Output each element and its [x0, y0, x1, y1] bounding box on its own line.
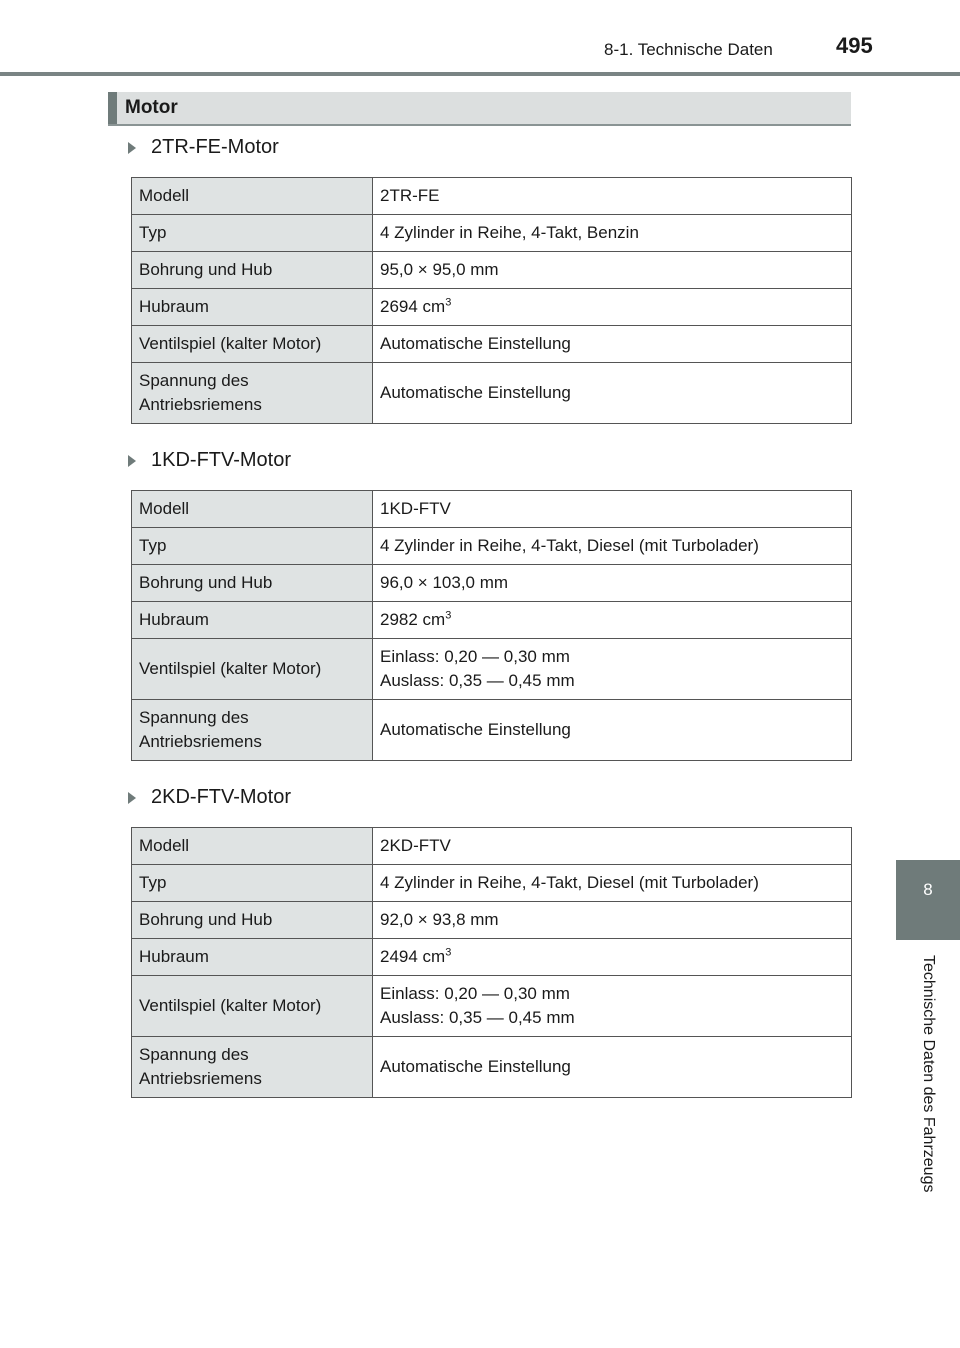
row-label: Ventilspiel (kalter Motor): [132, 639, 373, 700]
row-label: Bohrung und Hub: [132, 252, 373, 289]
unit-exponent: 3: [445, 609, 452, 622]
table-row: [132, 363, 852, 424]
row-value: 4 Zylinder in Reihe, 4-Takt, Diesel (mit Turbolader): [373, 528, 852, 565]
row-label: Typ: [132, 215, 373, 252]
page-number: 495: [836, 33, 873, 58]
table-row: [132, 976, 852, 1037]
row-value: 2TR-FE: [373, 178, 852, 215]
header-rule: [0, 72, 960, 76]
label-line: Antriebsriemens: [139, 732, 262, 751]
engine-heading-label: 1KD-FTV-Motor: [151, 449, 292, 471]
label-line: Spannung des: [139, 1045, 249, 1064]
row-value: 95,0 × 95,0 mm: [373, 252, 852, 289]
table-row: [132, 289, 852, 326]
row-value: 4 Zylinder in Reihe, 4-Takt, Diesel (mit Turbolader): [373, 865, 852, 902]
value-line: Auslass: 0,35 — 0,45 mm: [380, 671, 575, 690]
engine-heading-label: 2TR-FE-Motor: [151, 136, 279, 158]
engine-heading-label: 2KD-FTV-Motor: [151, 786, 292, 808]
table-row: [132, 602, 852, 639]
spec-table-2tr: [131, 177, 852, 424]
row-label: [132, 1037, 373, 1098]
table-row: [132, 865, 852, 902]
label-line: Spannung des: [139, 371, 249, 390]
spec-table-2kd: [131, 827, 852, 1098]
spec-table-1kd: [131, 490, 852, 761]
value-line: Einlass: 0,20 — 0,30 mm: [380, 984, 570, 1003]
row-value: [373, 289, 852, 326]
displacement-value: 2494 cm: [380, 947, 446, 966]
label-line: Antriebsriemens: [139, 395, 262, 414]
displacement-value: 2694 cm: [380, 297, 446, 316]
row-label: [132, 363, 373, 424]
chapter-number: 8: [923, 880, 933, 899]
arrow-right-icon: [128, 455, 136, 467]
row-value: [373, 976, 852, 1037]
row-label: Bohrung und Hub: [132, 565, 373, 602]
row-value: 92,0 × 93,8 mm: [373, 902, 852, 939]
header-section-title: 8-1. Technische Daten: [604, 40, 773, 59]
section-title: Motor: [125, 97, 178, 118]
engine-heading-1kd: [128, 449, 291, 472]
unit-exponent: 3: [445, 946, 452, 959]
table-row: [132, 178, 852, 215]
row-label: Hubraum: [132, 939, 373, 976]
row-label: Hubraum: [132, 602, 373, 639]
row-label: Modell: [132, 828, 373, 865]
chapter-tab: [896, 860, 960, 940]
table-row: [132, 252, 852, 289]
row-value: Automatische Einstellung: [373, 1037, 852, 1098]
table-row: [132, 939, 852, 976]
row-label: [132, 700, 373, 761]
row-label: Typ: [132, 865, 373, 902]
arrow-right-icon: [128, 792, 136, 804]
row-value: Automatische Einstellung: [373, 326, 852, 363]
row-label: Hubraum: [132, 289, 373, 326]
row-value: 2KD-FTV: [373, 828, 852, 865]
table-row: [132, 828, 852, 865]
row-label: Bohrung und Hub: [132, 902, 373, 939]
table-row: [132, 700, 852, 761]
table-row: [132, 565, 852, 602]
row-label: Ventilspiel (kalter Motor): [132, 976, 373, 1037]
unit-exponent: 3: [445, 296, 452, 309]
row-value: 1KD-FTV: [373, 491, 852, 528]
table-row: [132, 902, 852, 939]
row-value: 96,0 × 103,0 mm: [373, 565, 852, 602]
row-value: [373, 602, 852, 639]
row-label: Modell: [132, 178, 373, 215]
table-row: [132, 326, 852, 363]
table-row: [132, 639, 852, 700]
engine-heading-2tr: [128, 136, 279, 159]
label-line: Spannung des: [139, 708, 249, 727]
arrow-right-icon: [128, 142, 136, 154]
row-label: Typ: [132, 528, 373, 565]
row-value: [373, 939, 852, 976]
label-line: Antriebsriemens: [139, 1069, 262, 1088]
row-value: 4 Zylinder in Reihe, 4-Takt, Benzin: [373, 215, 852, 252]
value-line: Einlass: 0,20 — 0,30 mm: [380, 647, 570, 666]
engine-heading-2kd: [128, 786, 291, 809]
value-line: Auslass: 0,35 — 0,45 mm: [380, 1008, 575, 1027]
table-row: [132, 528, 852, 565]
row-label: Modell: [132, 491, 373, 528]
section-bar: [108, 92, 851, 126]
row-value: Automatische Einstellung: [373, 363, 852, 424]
table-row: [132, 215, 852, 252]
table-row: [132, 1037, 852, 1098]
row-value: [373, 639, 852, 700]
row-label: Ventilspiel (kalter Motor): [132, 326, 373, 363]
chapter-label: Technische Daten des Fahrzeugs: [920, 955, 937, 1193]
table-row: [132, 491, 852, 528]
row-value: Automatische Einstellung: [373, 700, 852, 761]
displacement-value: 2982 cm: [380, 610, 446, 629]
